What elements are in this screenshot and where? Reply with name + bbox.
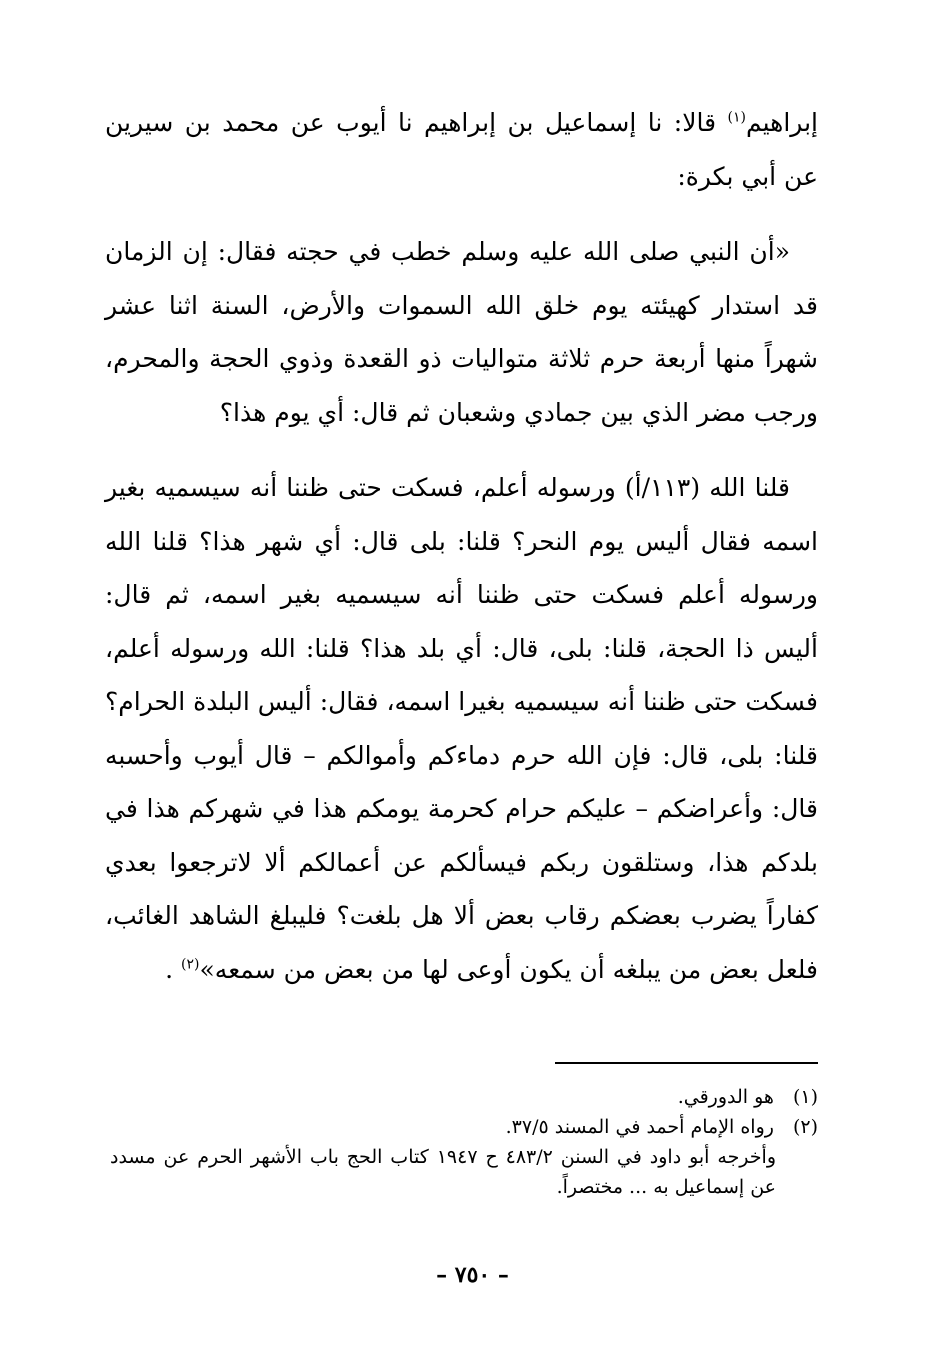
hadith-body-text: قلنا الله (١١٣/أ) ورسوله أعلم، فسكت حتى ظننا أنه سيسميه بغير اسمه فقال أليس يوم النحر؟ قلنا: بلى قال: أي شهر هذا؟ قلنا الله ورسوله أعلم فسكت حتى ظننا أنه سيسميه بغير اسمه، ثم قال: أليس ذا الحجة، قلنا: بلى، قال: أي بلد هذا؟ قلنا: الله ورسوله أعلم، فسكت حتى ظننا أنه سيسميه بغيرا اسمه، فقال: أليس البلدة الحرام؟ قلنا: بلى، قال: فإن الله حرم دماءكم وأموالكم – قال أيوب وأحسبه قال: وأعراضكم – عليكم حرام كحرمة يومكم هذا في شهركم هذا في بلدكم هذا، وستلقون ربكم فيسألكم عن أعمالكم ألا لاترجعوا بعدي كفاراً يضرب بعضكم رقاب بعض ألا هل بلغت؟ فليبلغ الشاهد الغائب، فلعل بعض من يبلغه أن يكون أوعى لها من بعض من سمعه» bbox=[105, 473, 818, 984]
footnote-2-number: (٢) bbox=[792, 1116, 818, 1138]
footnote-1-text: هو الدورقي. bbox=[677, 1086, 774, 1108]
footnote-2-text: رواه الإمام أحمد في المسند ٣٧/٥. bbox=[505, 1116, 774, 1138]
paragraph-hadith-opening: «أن النبي صلى الله عليه وسلم خطب في حجته فقال: إن الزمان قد استدار كهيئته يوم خلق الله السموات والأرض، السنة اثنا عشر شهراً منها أربعة حرم ثلاثة متواليات ذو القعدة وذوي الحجة والمحرم، ورجب مضر الذي بين جمادي وشعبان ثم قال: أي يوم هذا؟ bbox=[105, 237, 818, 427]
footnote-2-continuation: وأخرجه أبو داود في السنن ٤٨٣/٢ ح ١٩٤٧ كتاب الحج باب الأشهر الحرم عن مسدد عن إسماعيل به ... مختصراً. bbox=[110, 1146, 776, 1198]
main-text-body bbox=[105, 96, 818, 996]
footnote-1 bbox=[110, 1082, 818, 1112]
footnote-reference-1: (١) bbox=[727, 109, 746, 126]
paragraph-hadith-body bbox=[105, 461, 818, 996]
footnotes-section bbox=[110, 1082, 818, 1202]
paragraph-isnad bbox=[105, 96, 818, 203]
hadith-body-end: . bbox=[165, 954, 182, 984]
footnote-1-number: (١) bbox=[792, 1086, 818, 1108]
footnote-2 bbox=[110, 1112, 818, 1142]
isnad-rest: قالا: نا إسماعيل بن إبراهيم نا أيوب عن محمد بن سيرين عن أبي بكرة: bbox=[105, 108, 818, 191]
footnote-reference-2: (٢) bbox=[181, 956, 200, 973]
footnote-separator bbox=[555, 1062, 818, 1064]
isnad-start: إبراهيم bbox=[745, 108, 818, 137]
page-number: – ٧٥٠ – bbox=[436, 1262, 509, 1288]
